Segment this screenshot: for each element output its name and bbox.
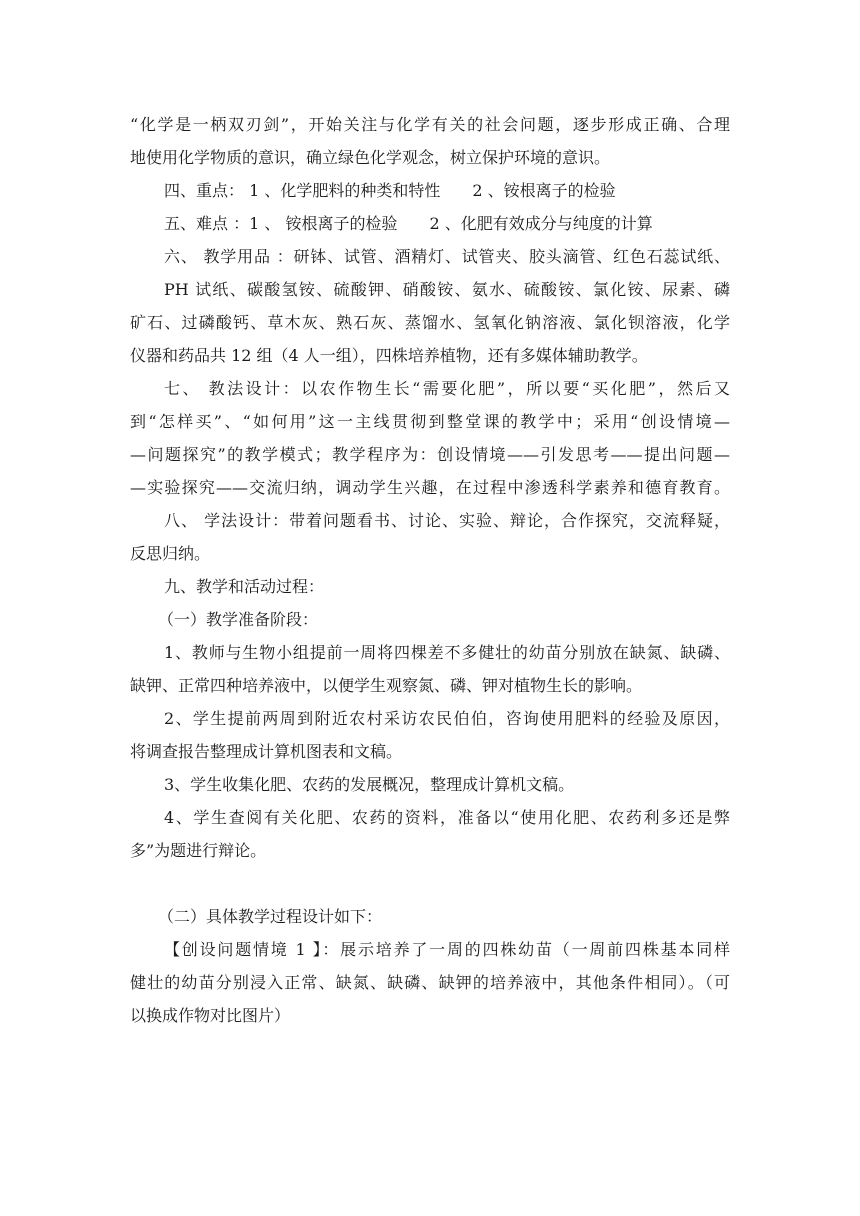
subsection-preparation: （一）教学准备阶段： [158,610,319,629]
section-teaching-materials: 六、 教学用品 ：研钵、试管、酒精灯、试管夹、胶头滴管、红色石蕊试纸、 [164,247,730,266]
subsection-process-design: （二）具体教学过程设计如下： [158,907,383,926]
text-line: 地使用化学物质的意识，确立绿色化学观念，树立保护环境的意识。 [130,148,611,167]
text-line: —问题探究”的教学模式；教学程序为：创设情境——引发思考——提出问题— [130,445,730,464]
text-line: 健壮的幼苗分别浸入正常、缺氮、缺磷、缺钾的培养液中，其他条件相同）。（可 [130,973,730,992]
text-line: 仪器和药品共 12 组（4 人一组），四株培养植物，还有多媒体辅助教学。 [130,346,648,365]
text-line: 矿石、过磷酸钙、草木灰、熟石灰、蒸馏水、氢氧化钠溶液、氯化钡溶液，化学 [130,313,730,332]
text-line: 反思归纳。 [130,544,211,563]
text-line: 缺钾、正常四种培养液中，以便学生观察氮、磷、钾对植物生长的影响。 [130,676,643,695]
text-line: —实验探究——交流归纳，调动学生兴趣，在过程中渗透科学素养和德育教育。 [130,478,730,497]
section-key-points: 四、重点： 1 、化学肥料的种类和特性 2 、铵根离子的检验 [164,181,616,200]
list-item: 1、教师与生物小组提前一周将四棵差不多健壮的幼苗分别放在缺氮、缺磷、 [164,643,730,662]
text-line: PH 试纸、碳酸氢铵、硫酸钾、硝酸铵、氨水、硫酸铵、氯化铵、尿素、磷 [164,280,730,299]
section-learning-method: 八、 学法设计：带着问题看书、讨论、实验、辩论，合作探究，交流释疑， [164,511,730,530]
problem-scenario: 【创设问题情境 1 】：展示培养了一周的四株幼苗（一周前四株基本同样 [164,940,730,959]
list-item: 3、学生收集化肥、农药的发展概况，整理成计算机文稿。 [164,775,575,794]
list-item: 4、学生查阅有关化肥、农药的资料，准备以“使用化肥、农药利多还是弊 [164,808,730,827]
text-line: 多”为题进行辩论。 [130,841,267,860]
section-teaching-method: 七、 教法设计：以农作物生长“需要化肥”，所以要“买化肥”，然后又 [164,379,730,398]
text-line: 以换成作物对比图片） [130,1006,291,1025]
section-teaching-process: 九、教学和活动过程： [164,577,325,596]
list-item: 2、学生提前两周到附近农村采访农民伯伯，咨询使用肥料的经验及原因， [164,709,730,728]
section-difficulties: 五、难点 ：1 、 铵根离子的检验 2 、化肥有效成分与纯度的计算 [164,214,653,233]
text-line: “化学是一柄双刃剑”，开始关注与化学有关的社会问题，逐步形成正确、合理 [130,115,730,134]
text-line: 将调查报告整理成计算机图表和文稿。 [130,742,403,761]
text-line: 到“怎样买”、“如何用”这一主线贯彻到整堂课的教学中；采用“创设情境— [130,412,730,431]
